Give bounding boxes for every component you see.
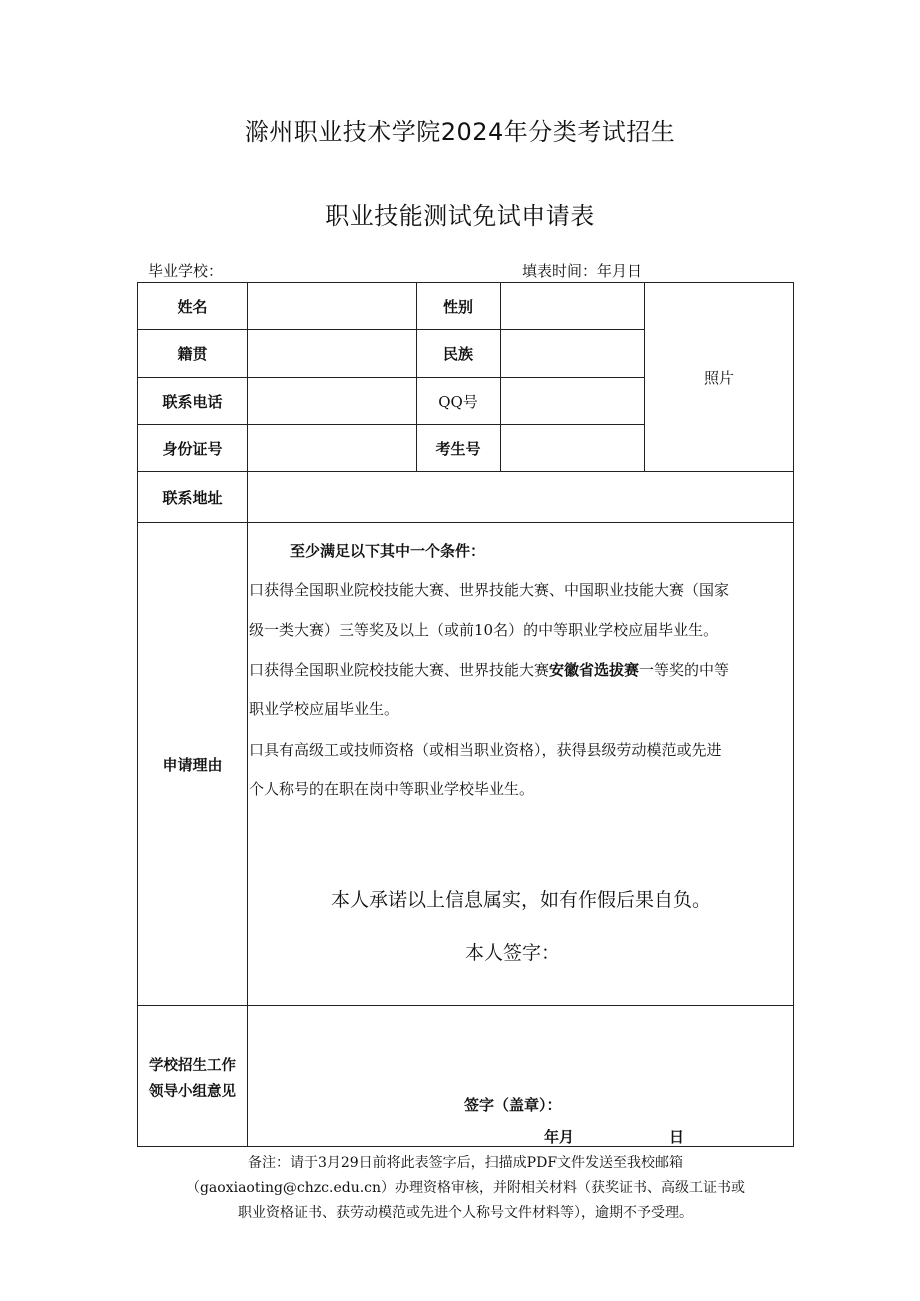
note-line-2: （gaoxiaoting@chzc.edu.cn）办理资格审核，并附相关材料（获奖证书、高级工证书或 (185, 1180, 746, 1196)
name-field[interactable] (249, 283, 415, 329)
note-line-1: 备注：请于3月29日前将此表签字后，扫描成PDF文件发送至我校邮箱 (247, 1155, 684, 1171)
reason-label: 申请理由 (162, 755, 223, 774)
reason-heading: 至少满足以下其中一个条件： (290, 542, 486, 560)
address-field[interactable] (249, 472, 793, 522)
fill-date-label: 填表时间：年月日 (522, 262, 643, 280)
ethnicity-label: 民族 (442, 345, 473, 363)
qq-label: QQ号 (438, 393, 478, 411)
option-2-line-1[interactable] (249, 660, 793, 680)
id-number-field[interactable] (249, 425, 415, 471)
gender-label: 性别 (442, 298, 473, 316)
opinion-year-month: 年月 (544, 1127, 575, 1146)
option-2-text-b: 安徽省选拔赛 (549, 661, 640, 679)
option-2-text-c: 一等奖的中等 (639, 661, 730, 679)
gender-field[interactable] (501, 283, 643, 329)
pledge-statement: 本人承诺以上信息属实，如有作假后果自负。 (330, 889, 711, 911)
qq-field[interactable] (501, 378, 643, 424)
option-1-line-2: 级一类大赛）三等奖及以上（或前10名）的中等职业学校应届毕业生。 (249, 621, 719, 639)
form-title-line-2: 职业技能测试免试申请表 (325, 202, 595, 230)
address-label: 联系地址 (162, 488, 223, 507)
applicant-signature-label: 本人签字： (465, 942, 561, 964)
ethnicity-field[interactable] (501, 330, 643, 376)
option-2-text-a: 口获得全国职业院校技能大赛、世界技能大赛 (249, 661, 550, 679)
opinion-day: 日 (669, 1127, 685, 1146)
note-line-3: 职业资格证书、获劳动模范或先进个人称号文件材料等），逾期不予受理。 (238, 1205, 693, 1221)
opinion-label-line-2: 领导小组意见 (149, 1083, 236, 1100)
name-label: 姓名 (177, 298, 208, 316)
native-place-label: 籍贯 (177, 345, 208, 363)
phone-label: 联系电话 (162, 393, 223, 411)
seal-signature-label: 签字（盖章）： (464, 1095, 562, 1114)
option-3-line-1[interactable]: 口具有高级工或技师资格（或相当职业资格），获得县级劳动模范或先进 (249, 741, 722, 759)
id-number-label: 身份证号 (162, 440, 223, 458)
photo-box[interactable]: 照片 (703, 368, 734, 387)
option-1-line-1[interactable]: 口获得全国职业院校技能大赛、世界技能大赛、中国职业技能大赛（国家 (249, 581, 730, 599)
native-place-field[interactable] (249, 330, 415, 376)
opinion-label-line-1: 学校招生工作 (149, 1057, 236, 1074)
exam-number-label: 考生号 (435, 440, 481, 458)
option-2-line-2: 职业学校应届毕业生。 (249, 700, 400, 718)
option-3-line-2: 个人称号的在职在岗中等职业学校毕业生。 (249, 780, 535, 798)
graduation-school-label: 毕业学校： (148, 262, 224, 280)
exam-number-field[interactable] (501, 425, 643, 471)
phone-field[interactable] (249, 378, 415, 424)
form-title-line-1: 滁州职业技术学院2024年分类考试招生 (244, 118, 676, 146)
